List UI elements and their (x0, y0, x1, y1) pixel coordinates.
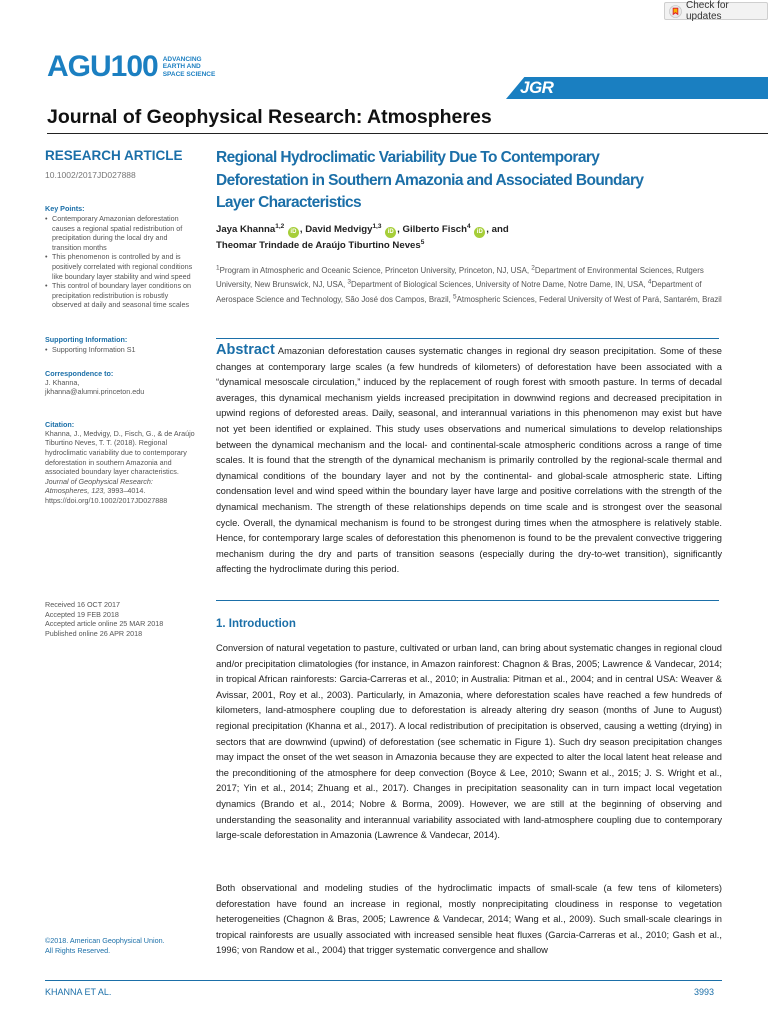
correspondence-heading: Correspondence to: (45, 368, 114, 378)
key-point-item: • This control of boundary layer conditions on precipitation redistribution is robustly observed at daily and seasonal time scales (45, 281, 195, 310)
author-name: Jaya Khanna (216, 224, 276, 235)
footer-divider (45, 980, 722, 981)
body-paragraph: Both observational and modeling studies of the hydroclimatic impacts of small-scale (a few tens of kilometers) deforestation have found an increase in regional, mostly nonprecipitating cloudiness in response to vegetation heterogeneities (Chagnon & Bras, 2005; Lawrence & Vandecar, 2014; Wang et al., 2009). Such small-scale clearings in tropical rainforests are usually associated with increased sensible heat fluxes (Garcia-Carreras et al., 2010; Gash et al., 1996; von Randow et al., 2004) that trigger systematic convergence and shallow (216, 883, 722, 956)
orcid-icon[interactable]: iD (474, 227, 485, 238)
update-badge-icon (669, 5, 682, 18)
author-list: Jaya Khanna$^{1,2}$ iD , David Medvigy$^{1,3}$ iD , Gilberto Fisch$^4$ iD , and Theomar Trindade de Araújo Tiburtino Neves$^5$ (216, 222, 509, 251)
date-accepted: Accepted 19 FEB 2018 (45, 609, 119, 619)
paper-title: Regional Hydroclimatic Variability Due To Contemporary Deforestation in Southern Amazonia and Associated Boundary Layer Characteristics (216, 149, 644, 211)
agu100-logo (47, 50, 225, 84)
copyright-notice: ©2018. American Geophysical Union. All Rights Reserved. (45, 936, 165, 955)
orcid-icon[interactable]: iD (288, 227, 299, 238)
citation-text: Khanna, J., Medvigy, D., Fisch, G., & de Araújo Tiburtino Neves, T. T. (2018). Regional hydroclimatic variability due to contemporary deforestation in southern Amazonia and associated boundary layer characteristics. Journal of Geophysical Research: Atmospheres, 123, 3993–4014. https://doi.org/10.1002/2017JD027888 (45, 428, 195, 505)
abstract-top-divider (216, 338, 719, 339)
logo-wordmark: AGU100 (47, 50, 158, 83)
author-name: , David Medvigy (299, 224, 373, 235)
sidebar (45, 148, 195, 505)
article-type: RESEARCH ARTICLE (45, 148, 183, 163)
footer-authors: KHANNA ET AL. (45, 987, 112, 997)
body-paragraph: Conversion of natural vegetation to pasture, cultivated or urban land, can bring about systematic changes in regional cloud and/or precipitation climatologies (for instance, in Amazon rainforest: Chagnon & Bras, 2005; Lawrence & Vandecar, 2014; in tropical African rainforests: Garcia-Carreras et al., 2010; in Australia: Pitman et al., 2004; and in central USA: Weaver & Avissar, 2001, Roy et al., 2003). Particularly, in Amazonia, where deforestation scales have reached a few hundreds of kilometers, land-atmosphere coupling due to deforestation is already altering dry season (months of June to August) regional precipitation (Khanna et al., 2017). A local redistribution of precipitation is observed, causing a wetting (drying) in sectors that are downwind (upwind) of deforestation (see schematic in Figure 1). Such dry season precipitation changes may impact the onset of the wet season in Amazonia because they are expected to alter the local latent heat release and the preconditioning of the atmosphere for deep convection (Boyce & Lee, 2010; Swann et al., 2015; J. S. Wright et al., 2017; Yin et al., 2014; Zhuang et al., 2017). Changes in precipitation seasonality can in turn impact local vegetation dynamics (Brando et al., 2014; Nobre & Borma, 2009). However, we are still at the beginning of observing and understanding the seasonality and interannual variability associated with land-atmosphere coupling due to contemporary large-scale deforestation in Amazonia (Lawrence & Vandecar, 2014). (216, 643, 722, 841)
citation-doi-link[interactable]: 3993–4014. https://doi.org/10.1002/2017JD027888 (45, 486, 168, 505)
section-heading-introduction: 1. Introduction (216, 618, 296, 630)
abstract-bottom-divider (216, 600, 719, 601)
key-point-item: • Contemporary Amazonian deforestation causes a regional spatial redistribution of precipitation during the local dry and transition months (45, 214, 195, 252)
publication-dates (45, 600, 205, 638)
logo-tagline: ADVANCING EARTH AND SPACE SCIENCE (162, 55, 216, 78)
citation-journal: Journal of Geophysical Research: Atmospheres, 123, (45, 476, 153, 496)
date-published: Published online 26 APR 2018 (45, 628, 143, 638)
author-name: , Gilberto Fisch (397, 224, 467, 235)
affiliations: $^1$Program in Atmospheric and Oceanic Science, Princeton University, Princeton, NJ, USA, $^2$Department of Environmental Sciences, Rutgers University, New Brunswick, NJ, USA, $^3$Department of Biological Sciences, University of Notre Dame, Notre Dame, IN, USA, $^4$Department of Aerospace Science and Technology, São José dos Campos, Brazil, $^5$Atmospheric Sciences, Federal University of West of Pará, Santarém, Brazil (216, 264, 722, 304)
check-for-updates-button[interactable] (664, 2, 768, 20)
key-point-item: • This phenomenon is controlled by and is positively correlated with regional conditions like boundary layer stability and wind speed (45, 252, 195, 281)
abstract-heading: Abstract (216, 342, 275, 358)
check-for-updates-label: Check for updates (685, 0, 729, 22)
journal-title: Journal of Geophysical Research: Atmospheres (47, 106, 492, 128)
date-accepted-online: Accepted article online 25 MAR 2018 (45, 619, 164, 629)
page-number: 3993 (694, 987, 715, 997)
key-points-list (45, 214, 195, 310)
date-received: Received 16 OCT 2017 (45, 600, 120, 609)
supporting-information-heading: Supporting Information: (45, 334, 128, 344)
correspondence-email[interactable]: jkhanna@alumni.princeton.edu (45, 387, 145, 397)
abstract-section (216, 343, 722, 578)
correspondence-name: J. Khanna, (45, 377, 80, 387)
supporting-information-link[interactable]: • Supporting Information S1 (45, 345, 195, 355)
author-name: Theomar Trindade de Araújo Tiburtino Neves (216, 240, 421, 251)
supporting-information-list (45, 345, 195, 355)
header-divider (47, 133, 768, 134)
doi-link[interactable]: 10.1002/2017JD027888 (45, 170, 136, 180)
jgr-badge-text: JGR (520, 78, 554, 97)
abstract-text: Amazonian deforestation causes systematic changes in regional dry season precipitation. Some of these changes at contemporary large scales (a few hundreds of kilometers) of deforestation have been associated with a “dynamical mesoscale circulation,” induced by the replacement of rough forest with smooth pasture. In terms of decadal averages, this dynamical mechanism yields increased precipitation in downwind regions and decreased precipitation in upwind regions of deforested areas. Daily, seasonal, and interannual variations in this phenomenon may exist but have not yet been identified or explained. This study uses observations and numerical simulations to develop relationships between the dynamical mechanism and the local- and continental-scale atmospheric conditions across a range of time scales. It is found that the strength of the dynamical mechanism is primarily controlled by the regional-scale thermal and dynamical conditions of the boundary layer and not by the continental- and global-scale atmospheric state. Lifting condensation level and wind speed within the boundary layer have large and positive correlations with the strength of the dynamical mechanism. The strength of these relationships depends on time scale and is strongest over the seasonal cycle. Overall, the dynamical mechanism is found to be strongest during times when the atmosphere is relatively stable. Hence, for contemporary large scales of deforestation this phenomenon is found to be the prevalent convective triggering mechanism during the dry and parts of transition seasons (especially during the dry-to-wet transition), significantly affecting the hydroclimate during this period. (216, 346, 722, 575)
orcid-icon[interactable]: iD (385, 227, 396, 238)
key-points-heading: Key Points: (45, 204, 85, 213)
citation-heading: Citation: (45, 419, 75, 429)
